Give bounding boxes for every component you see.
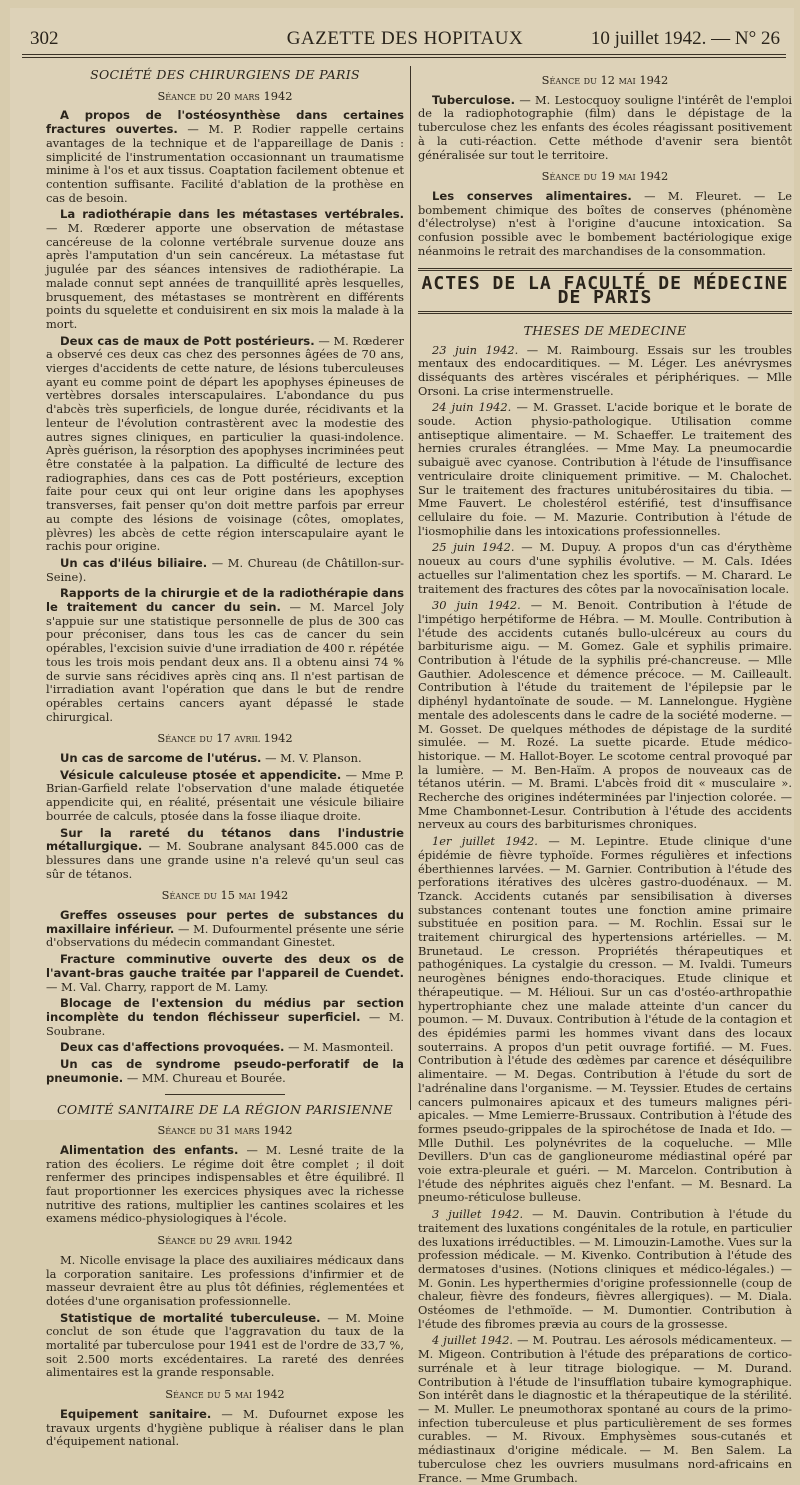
page-header bbox=[22, 24, 788, 54]
thesis-body: — M. Dupuy. A propos d'un cas d'érythème noueux au cours d'une syphilis évolutive. — M. Cals. Idées actuelles sur l'alimentation chez les sportifs. — M. Charard. Le traitement des fractures des côtes par la novocaïnisation locale. bbox=[418, 540, 792, 596]
entry-title: A propos de l'ostéosynthèse dans certaines fractures ouvertes. bbox=[46, 108, 404, 137]
faculty-banner: ACTES DE LA FACULTÉ DE MÉDECINE DE PARIS bbox=[418, 268, 792, 313]
entry-title: Greffes osseuses pour pertes de substances du maxillaire inférieur. bbox=[46, 908, 404, 936]
thesis-entry bbox=[418, 401, 792, 538]
page-number: 302 bbox=[30, 28, 59, 49]
entry bbox=[418, 190, 792, 259]
thesis-body: — M. Grasset. L'acide borique et le borate de soude. Action physio-pathologique. Utilisation comme antiseptique alimentaire. — M. Schaeffer. Le traitement des hernies crurales étranglées. — Mme May. La pneumocardie subaiguë avec cyanose. Contribution à l'étude de l'insuffisance ventriculaire droite cliniquement primitive. — M. Chalochet. Sur le traitement des fractures unitubérositaires du tibia. — Mme Fauvert. Le cholestérol estérifié, test d'insuffisance cellulaire du foie. — M. Mazurie. Contribution à l'étude de l'iosmophilie dans les intoxications professionnelles. bbox=[418, 400, 792, 538]
entry bbox=[46, 1254, 404, 1309]
entry-title: La radiothérapie dans les métastases vertébrales. bbox=[60, 207, 404, 222]
entry bbox=[46, 1058, 404, 1085]
seance-heading: Séance du 5 mai 1942 bbox=[165, 1387, 285, 1402]
entry-title: Vésicule calculeuse ptosée et appendicite. bbox=[60, 767, 342, 782]
header-rule bbox=[22, 54, 786, 55]
thesis-entry bbox=[418, 541, 792, 596]
entry-body: M. Nicolle envisage la place des auxiliaires médicaux dans la corporation sanitaire. Les professions d'infirmier et de masseur devraient être au plus tôt définies, réglementées et dotées d'une organisation professionnelle. bbox=[46, 1252, 404, 1308]
entry bbox=[46, 1041, 404, 1055]
left-column bbox=[46, 66, 405, 1449]
thesis-date: 1er juillet 1942. bbox=[432, 834, 538, 849]
thesis-entry bbox=[418, 1208, 792, 1331]
entry-body: — M. Dufournet expose les travaux urgents d'hygiène publique à réaliser dans le plan d'équipement national. bbox=[46, 1406, 404, 1449]
thesis-entry bbox=[418, 599, 792, 832]
entry bbox=[46, 953, 404, 994]
entry-title: Equipement sanitaire. bbox=[60, 1406, 212, 1421]
thesis-date: 30 juin 1942. bbox=[432, 598, 521, 613]
entry-body: — M. V. Planson. bbox=[261, 751, 362, 766]
entry-body: — M. Marcel Joly s'appuie sur une statistique personnelle de plus de 300 cas pour préconiser, dans tous les cas de cancer du sein opérables, l'excision suivie d'une irradiation de 400 r. répétée tous les trois mois pendant deux ans. Il a obtenu ainsi 74 % de survie sans récidives après cinq ans. Il n'est partisan de l'irradiation avant l'opération que dans le but de rendre opérables certains cancers ayant dépassé le stade chirurgical. bbox=[46, 600, 404, 724]
entry-body: — M. Lestocquoy souligne l'intérêt de l'emploi de la radiophotographie (film) dans le dépistage de la tuberculose chez les enfants des écoles réagissant positivement à la cuti-réaction. Cette méthode d'avenir sera bientôt généralisée sur tout le territoire. bbox=[418, 92, 792, 162]
thesis-date: 3 juillet 1942. bbox=[432, 1207, 524, 1222]
thesis-date: 23 juin 1942. bbox=[432, 342, 519, 357]
entry bbox=[46, 752, 404, 766]
entry bbox=[46, 769, 404, 824]
issue-date: 10 juillet 1942. — N° 26 bbox=[590, 28, 780, 49]
entry-body: — M. Fleuret. — Le bombement chimique des boîtes de conserves (phénomène d'électrolyse) n'est à l'origine d'aucune intoxication. Sa confusion possible avec le bombement bactériologique exige néanmoins le retrait des marchandises de la consommation. bbox=[418, 188, 792, 258]
entry-title: Tuberculose. bbox=[432, 92, 516, 107]
thesis-date: 25 juin 1942. bbox=[432, 540, 515, 555]
entry-title: Alimentation des enfants. bbox=[60, 1142, 239, 1157]
seance-heading: Séance du 20 mars 1942 bbox=[157, 88, 293, 103]
entry-title: Sur la rareté du tétanos dans l'industrie métallurgique. bbox=[46, 825, 404, 854]
entry bbox=[46, 997, 404, 1038]
seance-heading: Séance du 31 mars 1942 bbox=[157, 1123, 293, 1138]
section-title-society: SOCIÉTÉ DES CHIRURGIENS DE PARIS bbox=[90, 67, 360, 82]
entry bbox=[418, 94, 792, 163]
entry-body: — M. Moine conclut de son étude que l'aggravation du taux de la mortalité par tuberculose pour 1941 est de l'ordre de 33,7 %, soit 2.500 morts excédentaires. La rareté des denrées alimentaires est la grande responsable. bbox=[46, 1310, 404, 1380]
newspaper-page bbox=[10, 8, 794, 1485]
header-rule-2 bbox=[22, 57, 786, 58]
section-separator bbox=[165, 1094, 285, 1095]
entry-title: Un cas d'iléus biliaire. bbox=[60, 555, 208, 570]
thesis-body: — M. Lepintre. Etude clinique d'une épidémie de fièvre typhoïde. Formes régulières et infections éberthiennes larvées. — M. Garnier. Contribution à l'étude des perforations itératives des ulcères gastro-duodénaux. — M. Tzanck. Accidents cutanés par sensibilisation à diverses substances contenant toutes une fonction amine primaire substituée en position para. — M. Rochlin. Essai sur le traitement chirurgical des hypertensions artérielles. — M. Brunetaud. Le cresson. Propriétés thérapeutiques et pathogéniques. La cystalgie du cresson. — M. Ivaldi. Tumeurs neurogènes bénignes endo-thoraciques. Etude clinique et thérapeutique. — M. Hélioui. Sur un cas d'ostéo-arthropathie hypertrophiante chez une malade atteinte d'un cancer du poumon. — M. Duvaux. Contribution à l'étude de la contagion et des épidémies parmi les hommes vivant dans des locaux souterrains. A propos d'un petit ouvrage fortifié. — M. Fues. Contribution à l'étude des œdèmes par carence et déséquilibre alimentaire. — M. Degas. Contribution à l'étude du sort de l'adrénaline dans l'organisme. — M. Teyssier. Etudes de certains cancers pulmonaires apicaux et des tumeurs malignes péri-apicales. — Mme Lemierre-Brussaux. Contribution à l'étude des formes pseudo-grippales de la spirochétose de Inada et Ido. — Mlle Duthil. Les polynévrites de la coqueluche. — Mlle Devillers. D'un cas de ganglioneurome médiastinal opéré par voie extra-pleurale et guéri. — M. Marcelon. Contribution à l'étude des néphrites aiguës chez l'enfant. — M. Besnard. La pneumo-réticulose bulleuse. bbox=[418, 834, 792, 1205]
seance-heading: Séance du 19 mai 1942 bbox=[541, 169, 669, 184]
entry-body: — Mme P. Brian-Garfield relate l'observation d'une malade étiquetée appendicite qui, en réalité, présentait une vésicule biliaire bourrée de calculs, ptosée dans la fosse iliaque droite. bbox=[46, 767, 404, 823]
thesis-body: — M. Poutrau. Les aérosols médicamenteux. — M. Migeon. Contribution à l'étude des préparations de cortico-surrénale et à leur titrage biologique. — M. Durand. Contribution à l'étude de l'insufflation tubaire kymographique. Son intérêt dans le diagnostic et la thérapeutique de la stérilité. — M. Muller. Le pneumothorax spontané au cours de la primo-infection tuberculeuse et plus particulièrement de ses formes curables. — M. Rivoux. Emphysèmes sous-cutanés et médiastinaux d'origine médicale. — M. Ben Salem. La tuberculose chez les ouvriers musulmans nord-africains en France. — Mme Grumbach. bbox=[418, 1333, 792, 1485]
section-title-committee: COMITÉ SANITAIRE DE LA RÉGION PARISIENNE bbox=[57, 1101, 393, 1117]
entry-body: — M. Chureau (de Châtillon-sur-Seine). bbox=[46, 555, 404, 584]
entry-title: Deux cas de maux de Pott postérieurs. bbox=[60, 333, 315, 348]
seance-heading: Séance du 12 mai 1942 bbox=[541, 73, 669, 87]
entry-body: — M. Soubrane analysant 845.000 cas de blessures dans une grande usine n'a relevé qu'un seul cas sûr de tétanos. bbox=[46, 839, 404, 881]
entry-body: — M. Soubrane. bbox=[46, 1010, 404, 1038]
entry-body: — M. Rœderer apporte une observation de métastase cancéreuse de la colonne vertébrale survenue douze ans après l'amputation d'un sein cancéreux. La métastase fut jugulée par des séances intensives de radiothérapie. La malade connut sept années de tranquillité après lesquelles, brusquement, des métastases se montrèrent en différents points du squelette et conduisirent en six mois la malade à la mort. bbox=[46, 221, 404, 331]
entry bbox=[46, 1408, 404, 1449]
column-divider bbox=[410, 66, 411, 1110]
thesis-date: 4 juillet 1942. bbox=[432, 1333, 514, 1348]
entry bbox=[46, 587, 404, 724]
entry bbox=[46, 557, 404, 584]
entry-title: Rapports de la chirurgie et de la radiothérapie dans le traitement du cancer du sein. bbox=[46, 586, 404, 615]
entry-body: — M. Lesné traite de la ration des écoliers. Le régime doit être complet ; il doit renfermer des principes indispensables et être équilibré. Il faut proportionner les exercices physiques avec la richesse nutritive des rations, multiplier les cantines scolaires et les examens médico-physiologiques à l'école. bbox=[46, 1142, 404, 1226]
thesis-entry bbox=[418, 344, 792, 399]
journal-title: GAZETTE DES HOPITAUX bbox=[286, 28, 524, 49]
entry-body: — M. Masmonteil. bbox=[284, 1040, 394, 1055]
thesis-body: — M. Dauvin. Contribution à l'étude du traitement des luxations congénitales de la rotule, en particulier des luxations irréductibles. — M. Limouzin-Lamothe. Vues sur la profession médicale. — M. Kivenko. Contribution à l'étude des dermatoses d'usines. (Notions cliniques et médico-légales.) — M. Gonin. Les hyperthermies d'origine professionnelle (coup de chaleur, fièvre des fondeurs, fièvres allergiques). — M. Diala. Ostéomes de l'ethmoïde. — M. Dumontier. Contribution à l'étude des fibromes prævia au cours de la grossesse. bbox=[418, 1207, 793, 1331]
right-column bbox=[418, 66, 793, 1485]
entry bbox=[46, 827, 404, 882]
thesis-body: — M. Raimbourg. Essais sur les troubles mentaux des endocarditiques. — M. Léger. Les anévrysmes disséquants des artères viscérales et périphériques. — Mlle Orsoni. La crise intermenstruelle. bbox=[418, 342, 792, 398]
entry-body: — M. Dufourmentel présente une série d'observations du médecin commandant Ginestet. bbox=[46, 921, 405, 950]
entry bbox=[46, 1144, 404, 1226]
entry-title: Blocage de l'extension du médius par section incomplète du tendon fléchisseur superficiel. bbox=[46, 996, 404, 1024]
entry-title: Un cas de syndrome pseudo-perforatif de la pneumonie. bbox=[46, 1057, 404, 1085]
thesis-entry bbox=[418, 835, 792, 1205]
theses-heading: THESES DE MEDECINE bbox=[523, 322, 687, 338]
entry-title: Un cas de sarcome de l'utérus. bbox=[60, 751, 262, 766]
seance-heading: Séance du 29 avril 1942 bbox=[157, 1233, 293, 1248]
seance-heading: Séance du 17 avril 1942 bbox=[157, 731, 293, 746]
entry-title: Statistique de mortalité tuberculeuse. bbox=[60, 1310, 321, 1325]
thesis-body: — M. Benoit. Contribution à l'étude de l'impétigo herpétiforme de Hébra. — M. Moulle. Contribution à l'étude des accidents cutanés bullo-ulcéreux au cours du barbiturisme aigu. — M. Gomez. Gale et syphilis primaire. Contribution à l'étude de la syphilis pré-chancreuse. — Mlle Gauthier. Adolescence et démence précoce. — M. Cailleault. Contribution à l'étude du traitement de l'épilepsie par le diphényl hydantoïnate de soude. — M. Lannelongue. Hygiène mentale des adolescents dans le cadre de la société moderne. — M. Gosset. De quelques méthodes de dépistage de la surdité simulée. — M. Rozé. La suette picarde. Etude médico-historique. — M. Hallot-Boyer. Le scotome central provoqué par la lumière. — M. Ben-Haïm. A propos de nouveaux cas de tétanos utérin. — M. Brami. L'abcès froid dit « musculaire ». Recherche des origines indéterminées par l'injection colorée. — Mme Chambonnet-Lesur. Contribution à l'étude des accidents nerveux au cours des barbiturismes chroniques. bbox=[418, 598, 792, 832]
entry bbox=[46, 1312, 404, 1381]
entry-title: Les conserves alimentaires. bbox=[432, 188, 632, 203]
thesis-date: 24 juin 1942. bbox=[432, 400, 512, 415]
seance-heading: Séance du 15 mai 1942 bbox=[161, 888, 289, 903]
entry bbox=[46, 909, 404, 950]
entry-body: — M. Val. Charry, rapport de M. Lamy. bbox=[46, 979, 269, 994]
entry-body: — M. P. Rodier rappelle certains avantages de la technique et de l'appareillage de Danis : simplicité de l'instrumentation occasionnant un traumatisme minime à l'os et aux tissus. Coaptation facilement obtenue et contention suffisante. Facilité d'ablation de la prothèse en cas de besoin. bbox=[46, 122, 404, 205]
entry-title: Deux cas d'affections provoquées. bbox=[60, 1040, 285, 1055]
entry-title: Fracture comminutive ouverte des deux os de l'avant-bras gauche traitée par l'appareil de Cuendet. bbox=[46, 952, 404, 980]
entry bbox=[46, 208, 404, 331]
entry bbox=[46, 335, 404, 554]
entry bbox=[46, 109, 404, 205]
thesis-entry bbox=[418, 1334, 792, 1485]
entry-body: — M. Rœderer a observé ces deux cas chez des personnes âgées de 70 ans, vierges d'accidents de cette nature, de lésions tuberculeuses ayant eu comme point de départ les apophyses épineuses de vertèbres dorsales interscapulaires. L'abondance du pus d'abcès très superficiels, de longue durée, récidivants et la lenteur de l'évolution contrastèrent avec la modestie des autres signes cliniques, en particulier la quasi-indolence. Après guérison, la résorption des apophyses incriminées peut être constatée à la palpation. La difficulté de lecture des radiographies, dans ces cas de Pott postérieurs, exception faite pour ceux qui ont leur origine dans les apophyses transverses, fait penser qu'on doit mettre parfois par erreur au compte des lésions de voisinage (côtes, omoplates, plèvres) les abcès de cette région interscapulaire ayant le rachis pour origine. bbox=[46, 333, 404, 554]
entry-body: — MM. Chureau et Bourée. bbox=[123, 1070, 286, 1085]
